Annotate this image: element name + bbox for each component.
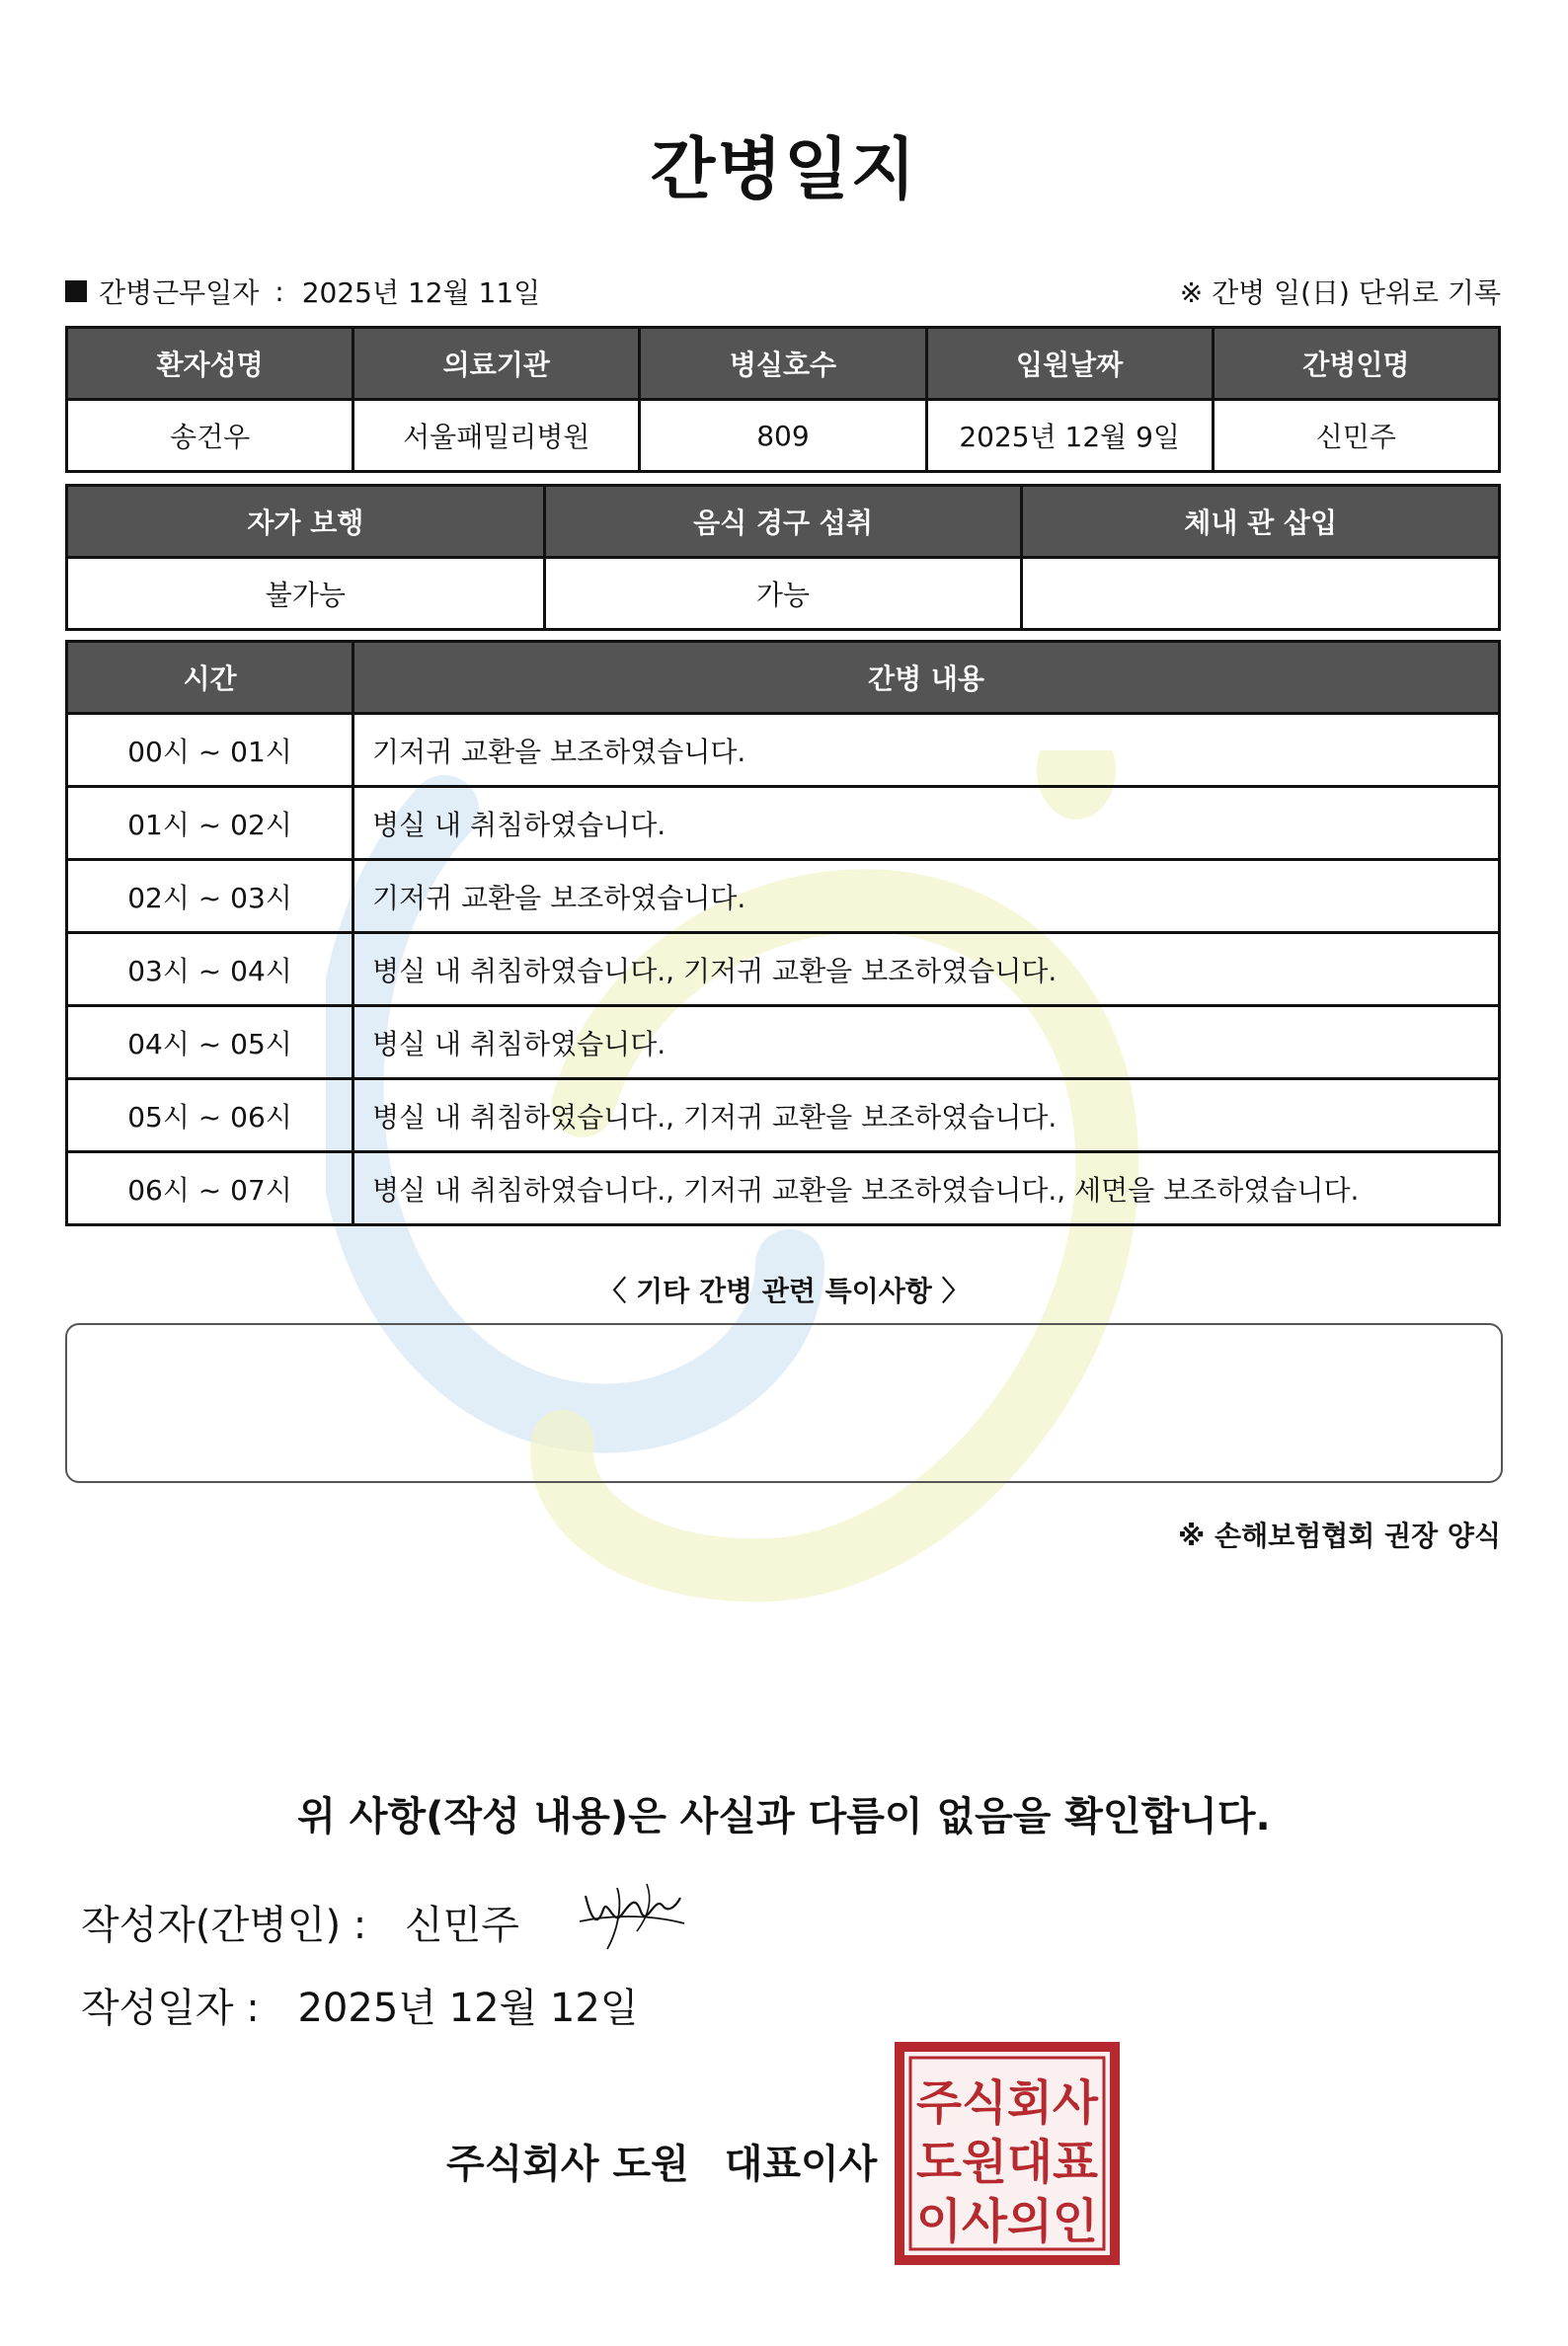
work-date-label: 간병근무일자 [99, 276, 260, 309]
patient-info-table [65, 326, 1501, 473]
svg-text:주식회사: 주식회사 [916, 2075, 1099, 2131]
log-time: 01시 ~ 02시 [67, 787, 353, 860]
patient-header-row [67, 328, 1500, 400]
company-signatory [446, 2133, 877, 2189]
signature-image [578, 1876, 686, 1955]
header-caregiver-name: 간병인명 [1213, 328, 1499, 400]
table-row [67, 933, 1500, 1006]
company-title: 대표이사 [724, 2142, 878, 2187]
room-number-value: 809 [640, 400, 926, 472]
company-name: 주식회사 도원 [446, 2142, 689, 2187]
log-content: 병실 내 취침하였습니다. [353, 787, 1500, 860]
header-admission-date: 입원날짜 [926, 328, 1213, 400]
header-time: 시간 [67, 642, 353, 714]
log-header-row [67, 642, 1500, 714]
record-unit-note: ※ 간병 일(日) 단위로 기록 [1179, 276, 1501, 309]
table-row [67, 1152, 1500, 1225]
work-date-value: 2025년 12월 11일 [301, 276, 541, 309]
log-time: 05시 ~ 06시 [67, 1079, 353, 1152]
header-tube-insertion: 체내 관 삽입 [1022, 486, 1500, 558]
writer-name: 신민주 [404, 1903, 519, 1948]
page-title: 간병일지 [650, 131, 918, 209]
svg-text:이사의인: 이사의인 [916, 2194, 1098, 2249]
special-notes-box [65, 1323, 1503, 1483]
log-content: 병실 내 취침하였습니다., 기저귀 교환을 보조하였습니다., 세면을 보조하였습니다. [353, 1152, 1500, 1225]
header-care-content: 간병 내용 [353, 642, 1500, 714]
log-time: 03시 ~ 04시 [67, 933, 353, 1006]
header-self-walking: 자가 보행 [67, 486, 545, 558]
admission-date-value: 2025년 12월 9일 [926, 400, 1213, 472]
log-content: 기저귀 교환을 보조하였습니다. [353, 714, 1500, 787]
log-content: 병실 내 취침하였습니다., 기저귀 교환을 보조하였습니다. [353, 1079, 1500, 1152]
log-time: 06시 ~ 07시 [67, 1152, 353, 1225]
form-source-note: ※ 손해보험협회 권장 양식 [1178, 1520, 1501, 1552]
log-time: 04시 ~ 05시 [67, 1006, 353, 1079]
log-content: 병실 내 취침하였습니다., 기저귀 교환을 보조하였습니다. [353, 933, 1500, 1006]
log-content: 기저귀 교환을 보조하였습니다. [353, 860, 1500, 933]
care-log-table [65, 640, 1501, 1226]
square-bullet-icon [65, 280, 87, 302]
tube-insertion-value [1022, 558, 1500, 630]
status-header-row [67, 486, 1500, 558]
confirmation-statement: 위 사항(작성 내용)은 사실과 다름이 없음을 확인합니다. [297, 1794, 1271, 1839]
special-notes-title: 〈 기타 간병 관련 특이사항 〉 [598, 1275, 970, 1307]
oral-intake-value: 가능 [544, 558, 1022, 630]
table-row [67, 1079, 1500, 1152]
write-date-line [81, 1977, 638, 2033]
header-hospital: 의료기관 [353, 328, 640, 400]
writer-line [81, 1894, 519, 1950]
hospital-value: 서울패밀리병원 [353, 400, 640, 472]
log-content: 병실 내 취침하였습니다. [353, 1006, 1500, 1079]
company-seal-stamp [895, 2042, 1120, 2265]
svg-text:도원대표: 도원대표 [916, 2135, 1099, 2190]
patient-status-table [65, 484, 1501, 631]
table-row [67, 787, 1500, 860]
self-walking-value: 불가능 [67, 558, 545, 630]
header-patient-name: 환자성명 [67, 328, 353, 400]
patient-name-value: 송건우 [67, 400, 353, 472]
patient-value-row [67, 400, 1500, 472]
header-oral-intake: 음식 경구 섭취 [544, 486, 1022, 558]
log-time: 02시 ~ 03시 [67, 860, 353, 933]
table-row [67, 1006, 1500, 1079]
log-time: 00시 ~ 01시 [67, 714, 353, 787]
status-value-row [67, 558, 1500, 630]
write-date-label: 작성일자 : [81, 1986, 260, 2031]
header-room-number: 병실호수 [640, 328, 926, 400]
table-row [67, 714, 1500, 787]
write-date-value: 2025년 12월 12일 [297, 1986, 639, 2031]
table-row [67, 860, 1500, 933]
writer-label: 작성자(간병인) : [81, 1903, 367, 1948]
work-date [65, 272, 540, 311]
caregiver-name-value: 신민주 [1213, 400, 1499, 472]
work-date-separator: : [274, 274, 284, 308]
